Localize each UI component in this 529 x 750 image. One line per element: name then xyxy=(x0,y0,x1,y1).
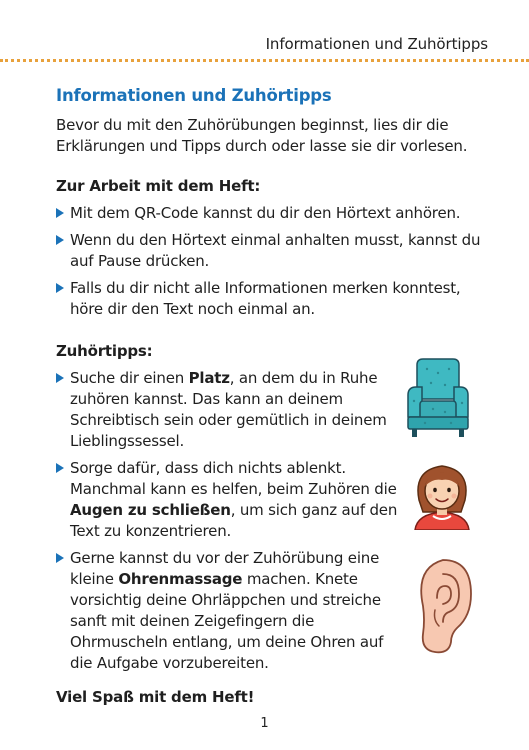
tip-pre: Sorge dafür, dass dich nichts ablenkt. Manchmal kann es helfen, beim Zuhören die xyxy=(70,459,397,498)
arrow-bullet-icon xyxy=(56,235,64,245)
girl-face-illustration xyxy=(409,460,475,530)
list-item xyxy=(56,548,400,674)
armchair-illustration xyxy=(405,357,471,439)
list-item-text: Wenn du den Hörtext einmal anhalten musst, kannst du auf Pause drücken. xyxy=(70,231,481,270)
section-heading-arbeit: Zur Arbeit mit dem Heft: xyxy=(56,177,261,195)
tip-post: , um sich ganz auf den Text zu konzentrieren. xyxy=(70,501,398,540)
tip-pre: Suche dir einen xyxy=(70,369,189,387)
tip-post: , an dem du in Ruhe zuhören kannst. Das kann an deinem Schreibtisch sein oder gemütlich in deinem Lieblingssessel. xyxy=(70,369,387,450)
arrow-bullet-icon xyxy=(56,208,64,218)
tip-post: machen. Knete vorsichtig deine Ohrläppchen und streiche sanft mit deinen Zeigefingern die Ohrmuscheln entlang, um deine Ohren auf die Aufgabe vorzubereiten. xyxy=(70,570,384,672)
arrow-bullet-icon xyxy=(56,373,64,383)
tip-pre: Gerne kannst du vor der Zuhörübung eine kleine xyxy=(70,549,380,588)
list-item-text: Falls du dir nicht alle Informationen merken konntest, höre dir den Text noch einmal an. xyxy=(70,279,461,318)
closing-text: Viel Spaß mit dem Heft! xyxy=(56,688,255,706)
list-item xyxy=(56,230,496,272)
tip-bold: Ohrenmassage xyxy=(118,570,243,588)
list-item-text: Mit dem QR-Code kannst du dir den Hörtext anhören. xyxy=(70,204,461,222)
page-title: Informationen und Zuhörtipps xyxy=(56,86,332,105)
tip-bold: Augen zu schließen xyxy=(70,501,231,519)
header-dotted-divider xyxy=(0,59,529,62)
arrow-bullet-icon xyxy=(56,463,64,473)
page-number: 1 xyxy=(260,716,269,731)
intro-text: Bevor du mit den Zuhörübungen beginnst, lies dir die Erklärungen und Tipps durch oder lasse sie dir vorlesen. xyxy=(56,116,468,155)
arrow-bullet-icon xyxy=(56,553,64,563)
ear-illustration xyxy=(413,556,475,656)
list-item xyxy=(56,278,496,320)
list-item xyxy=(56,203,496,224)
arrow-bullet-icon xyxy=(56,283,64,293)
tip-bold: Platz xyxy=(188,369,230,387)
section-arbeit xyxy=(56,177,496,320)
list-item xyxy=(56,368,400,452)
section-heading-zuhoertipps: Zuhörtipps: xyxy=(56,342,153,360)
bullet-list-arbeit xyxy=(56,203,496,320)
list-item xyxy=(56,458,400,542)
page-header xyxy=(0,0,529,62)
header-title: Informationen und Zuhörtipps xyxy=(265,35,488,53)
